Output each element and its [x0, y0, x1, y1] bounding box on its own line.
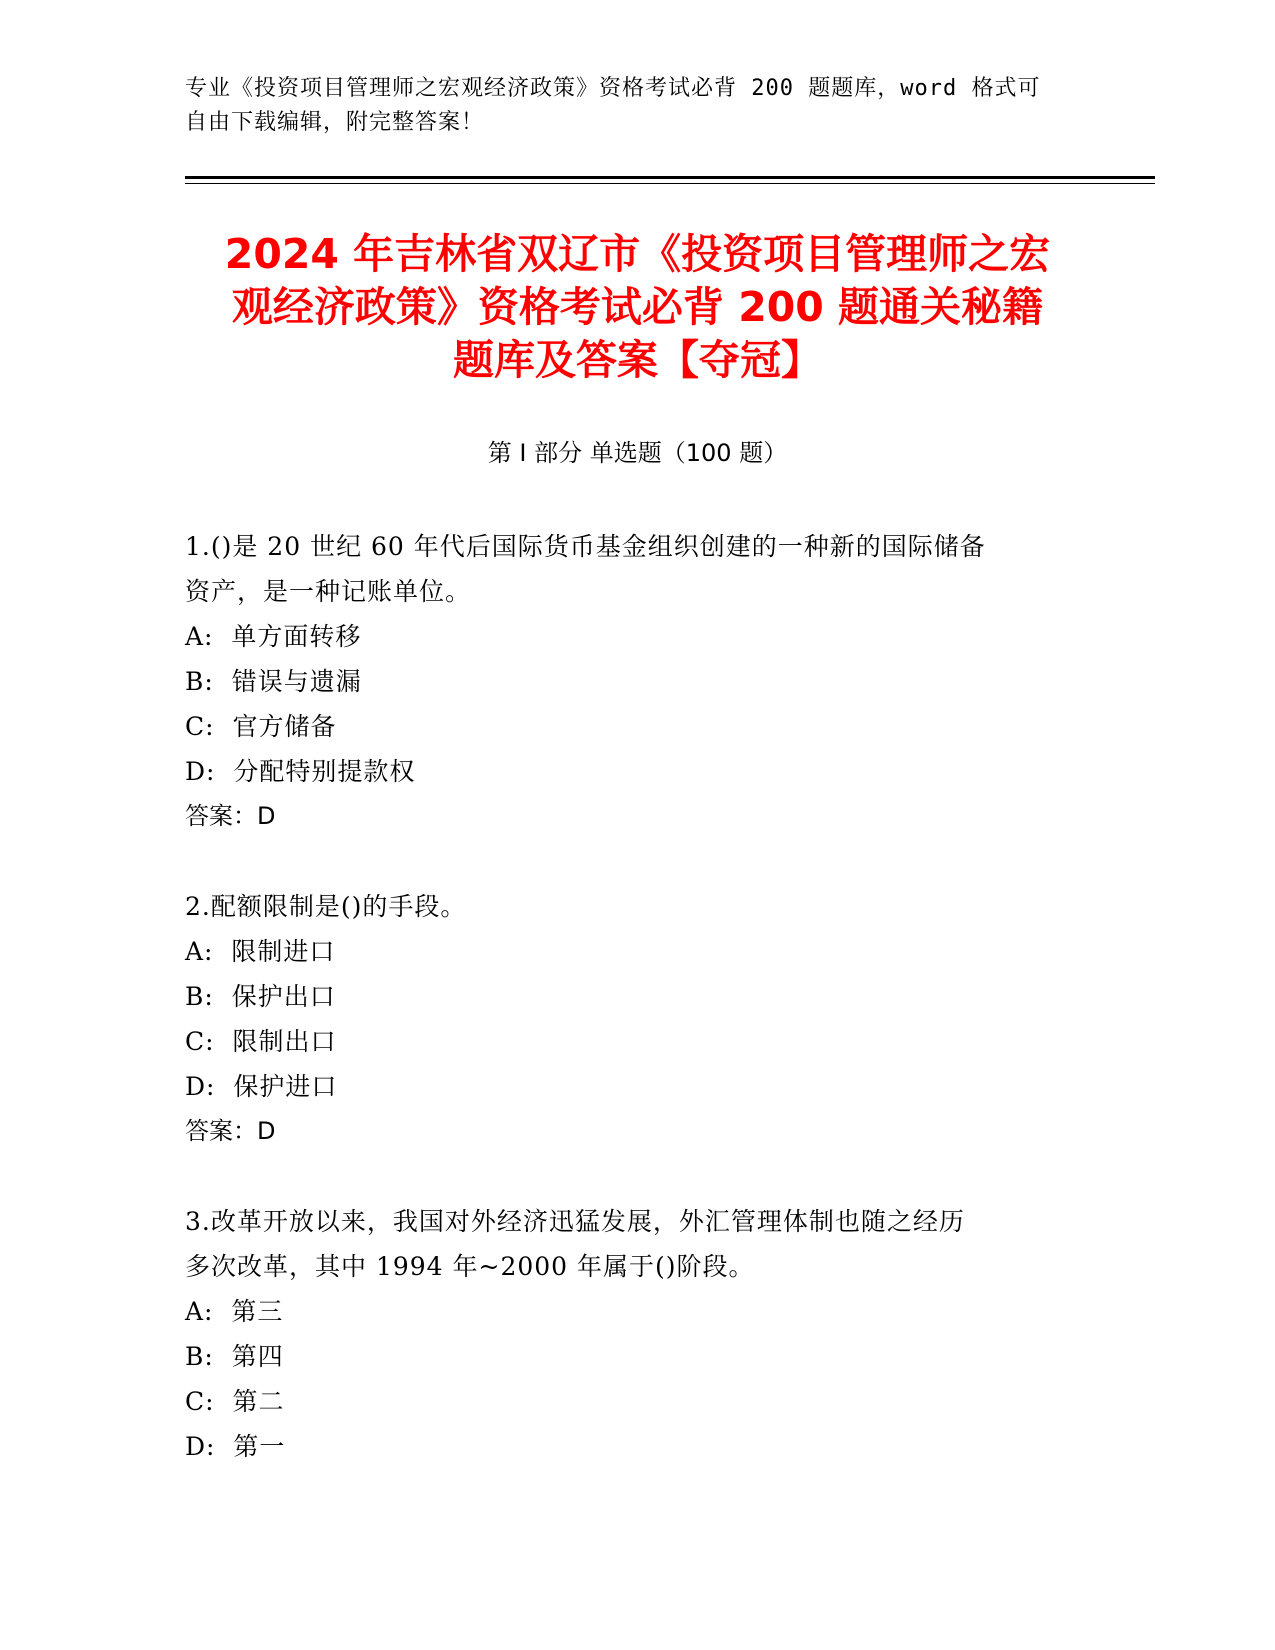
- question-1: [185, 524, 1065, 839]
- option-d: D: 保护进口: [185, 1072, 338, 1101]
- option-a: A: 单方面转移: [185, 622, 362, 651]
- question-stem-line: 2.配额限制是()的手段。: [185, 892, 467, 921]
- question-stem: [185, 1199, 1065, 1289]
- question-stem: [185, 884, 1065, 929]
- header-note-line: 专业《投资项目管理师之宏观经济政策》资格考试必背 200 题题库，word 格式可: [185, 76, 1041, 101]
- section-title: 第 I 部分 单选题（100 题）: [487, 439, 788, 467]
- document-title-line: 题库及答案【夺冠】: [453, 336, 822, 384]
- option-b: B: 第四: [185, 1342, 284, 1371]
- question-stem: [185, 524, 1065, 614]
- answer: 答案：D: [185, 1117, 276, 1145]
- header-divider-thick: [185, 176, 1155, 179]
- question-3: [185, 1199, 1065, 1469]
- header-note: [185, 72, 1085, 140]
- option-b: B: 保护出口: [185, 982, 336, 1011]
- option-a: A: 第三: [185, 1297, 284, 1326]
- option-c: C: 官方储备: [185, 712, 337, 741]
- document-title-line: 2024 年吉林省双辽市《投资项目管理师之宏: [224, 230, 1051, 278]
- question-stem-line: 多次改革，其中 1994 年~2000 年属于()阶段。: [185, 1252, 755, 1281]
- question-stem-line: 3.改革开放以来，我国对外经济迅猛发展，外汇管理体制也随之经历: [185, 1207, 965, 1236]
- header-divider-thin: [185, 183, 1155, 184]
- question-2: [185, 884, 1065, 1154]
- option-a: A: 限制进口: [185, 937, 336, 966]
- question-stem-line: 1.()是 20 世纪 60 年代后国际货币基金组织创建的一种新的国际储备: [185, 532, 986, 561]
- header-note-line: 自由下载编辑，附完整答案！: [185, 110, 485, 135]
- answer: 答案：D: [185, 802, 276, 830]
- question-list: [185, 524, 1065, 1514]
- question-stem-line: 资产，是一种记账单位。: [185, 577, 472, 606]
- document-title-line: 观经济政策》资格考试必背 200 题通关秘籍: [231, 283, 1044, 331]
- option-b: B: 错误与遗漏: [185, 667, 362, 696]
- option-c: C: 第二: [185, 1387, 285, 1416]
- option-d: D: 分配特别提款权: [185, 757, 416, 786]
- option-c: C: 限制出口: [185, 1027, 337, 1056]
- option-d: D: 第一: [185, 1432, 286, 1461]
- document-title: [140, 228, 1135, 387]
